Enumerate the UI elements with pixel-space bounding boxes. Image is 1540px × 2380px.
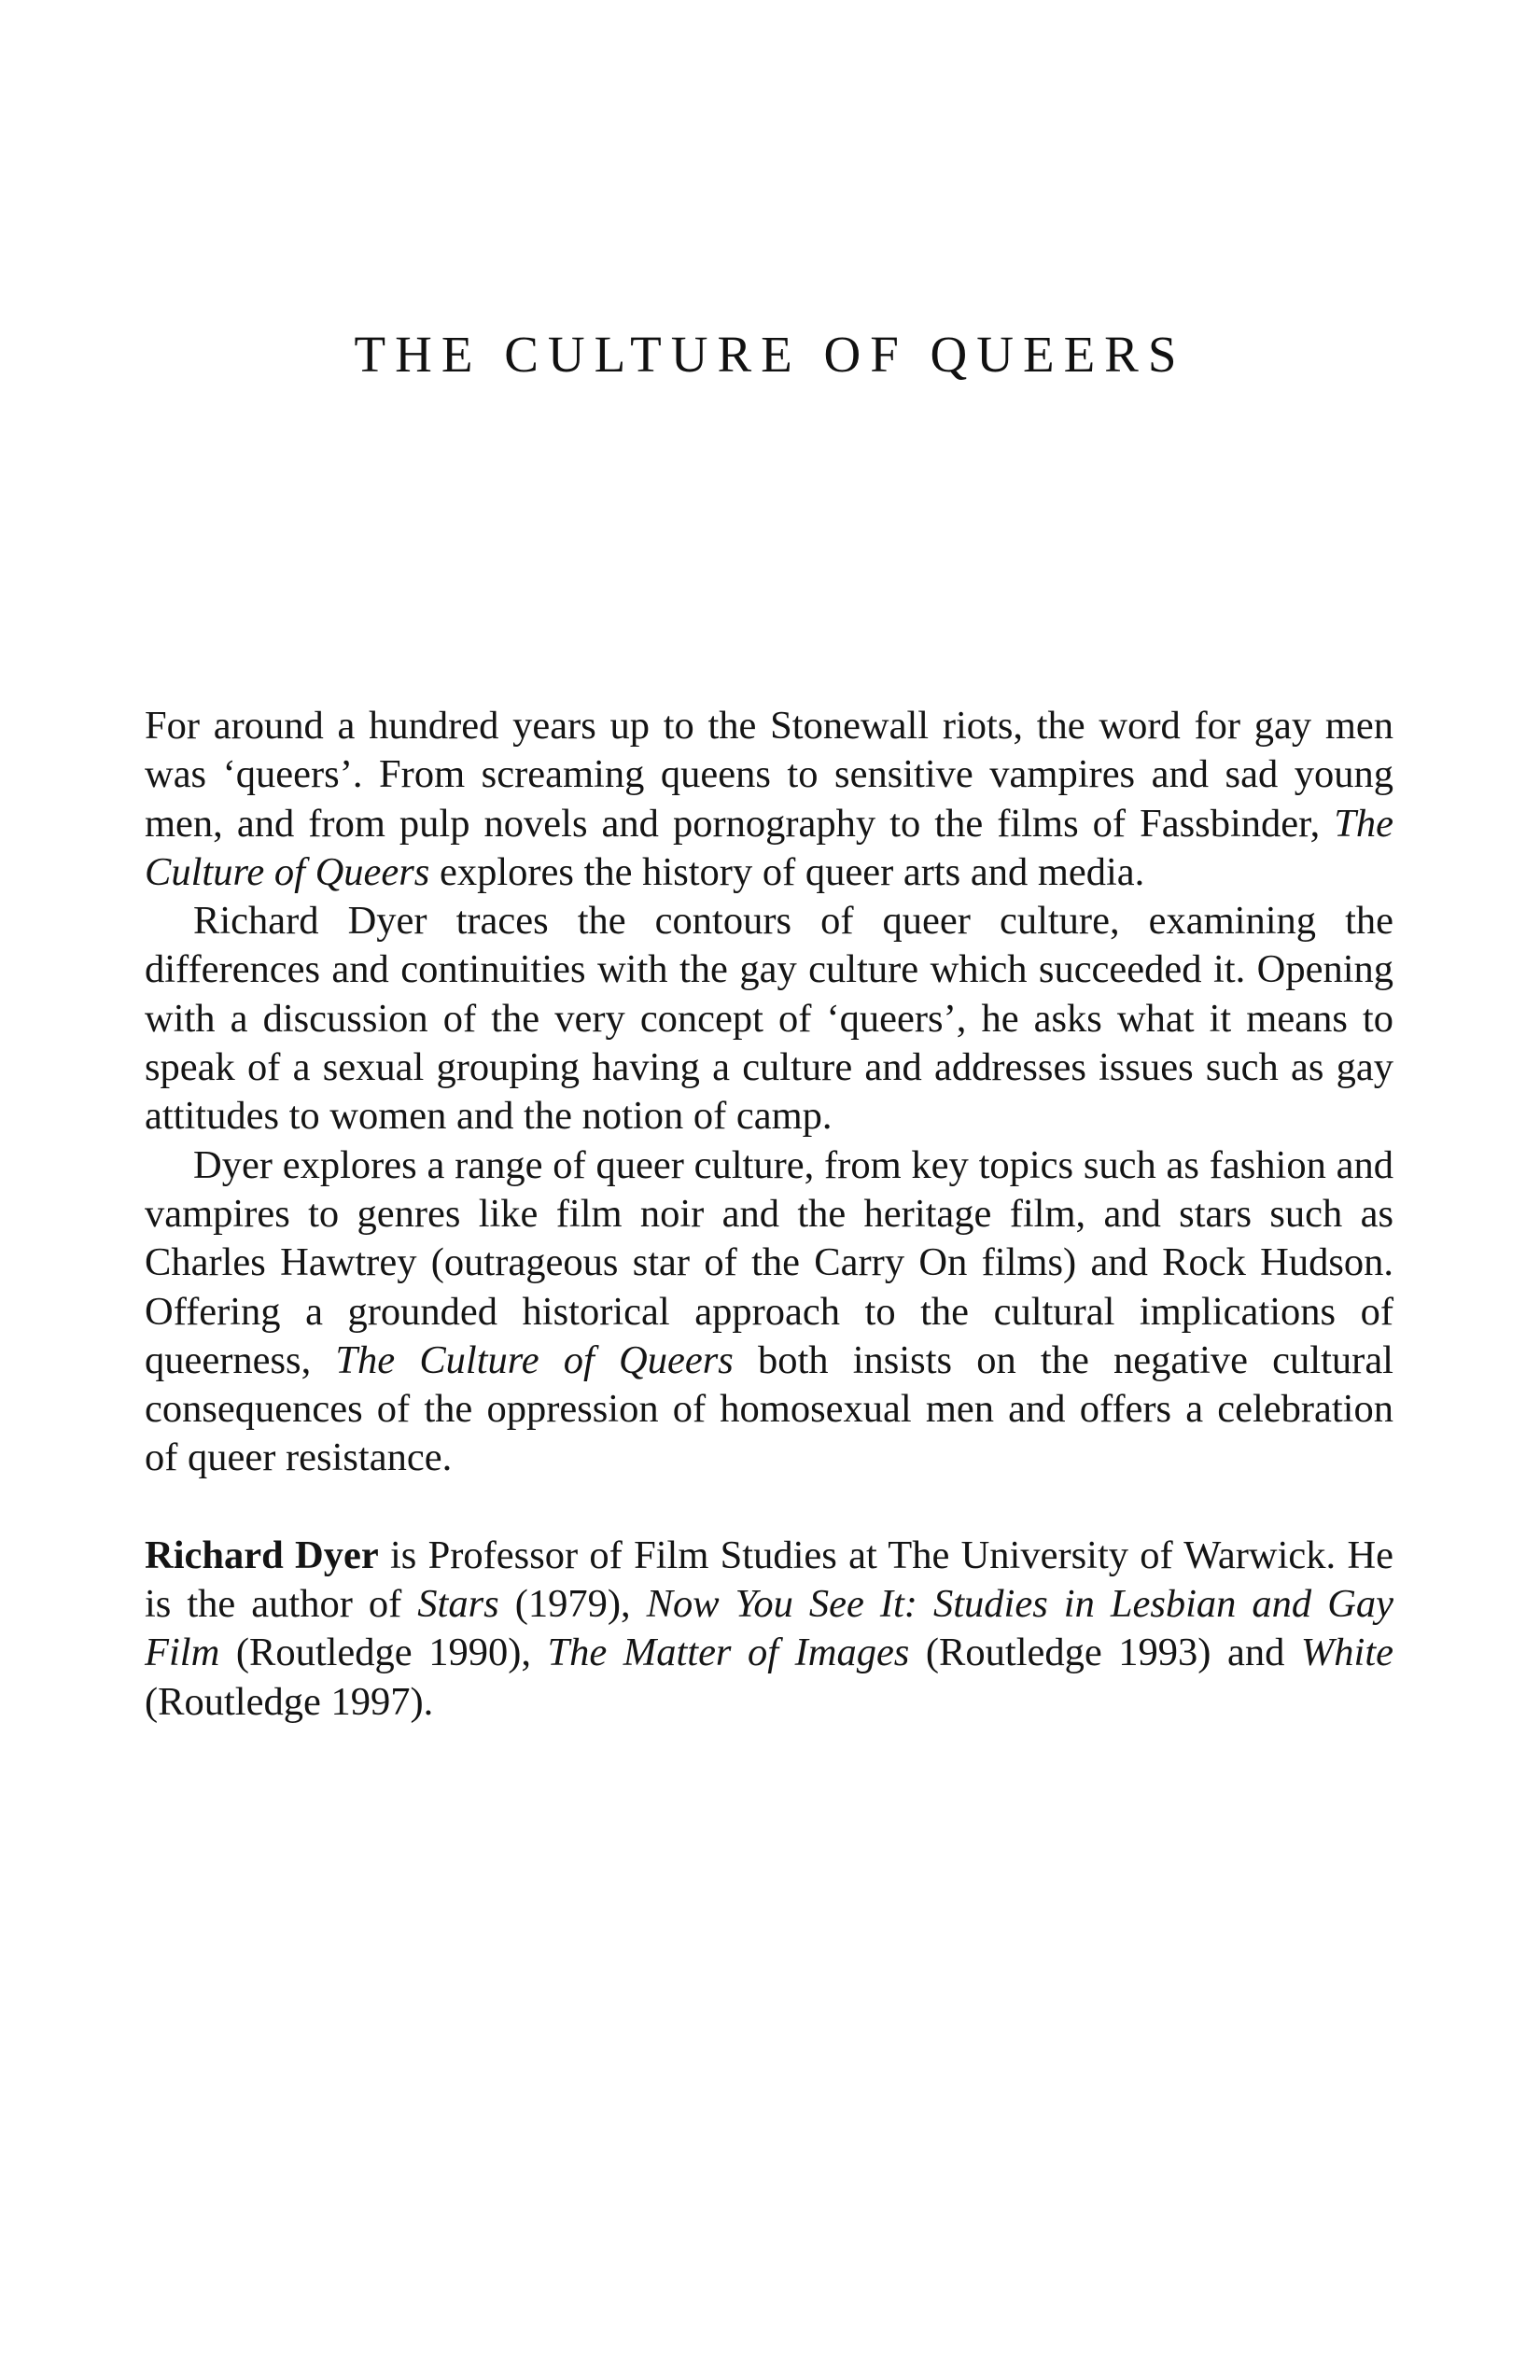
bio-text: (Routledge 1993) and <box>909 1631 1301 1675</box>
book-title-italic: The Culture of Queers <box>145 801 1393 894</box>
bio-text: (Routledge 1997). <box>145 1679 434 1724</box>
blurb-text <box>145 702 1393 1727</box>
bio-text: (1979), <box>498 1582 647 1627</box>
paragraph-range-text-c: both insists on the negative cultural consequences of the oppression of homosexual men and offers a celebration of queer resistance. <box>145 1337 1393 1480</box>
bio-text: (Routledge 1990), <box>219 1631 548 1675</box>
paragraph-range <box>145 1141 1393 1483</box>
paragraph-intro <box>145 702 1393 897</box>
work-title: White <box>1300 1631 1394 1675</box>
paragraph-range-text-a: Dyer explores a range of queer culture, from key topics such as fashion and vampires to genres like film noir and the heritage film, and stars such as Charles Hawtrey (outrageous star of the Carry On films) and Rock Hudson. Offering a grounded historical approach to the cultural implications of queerness, <box>145 1142 1393 1382</box>
book-title-italic: The Culture of Queers <box>335 1337 734 1382</box>
bio-text: is Professor of Film Studies at The University of Warwick. He is the author of <box>145 1533 1394 1627</box>
paragraph-intro-text-a: For around a hundred years up to the Stonewall riots, the word for gay men was ‘queers’. From screaming queens to sensitive vampires and sad young men, and from pulp novels and pornography to the films of Fassbinder, <box>145 704 1393 846</box>
work-title: Stars <box>417 1582 499 1627</box>
work-title: Now You See It: Studies in Lesbian and Gay Film <box>145 1582 1394 1675</box>
work-title: The Matter of Images <box>547 1631 910 1675</box>
author-bio <box>145 1532 1393 1727</box>
page-title: THE CULTURE OF QUEERS <box>354 326 1186 383</box>
paragraph-contours: Richard Dyer traces the contours of queer culture, examining the differences and continuities with the gay culture which succeeded it. Opening with a discussion of the very concept of ‘queers’, he asks what it means to speak of a sexual grouping having a culture and addresses issues such as gay attitudes to women and the notion of camp. <box>145 899 1393 1139</box>
paragraph-intro-text-c: explores the history of queer arts and media. <box>429 849 1145 894</box>
author-name: Richard Dyer <box>145 1533 379 1577</box>
